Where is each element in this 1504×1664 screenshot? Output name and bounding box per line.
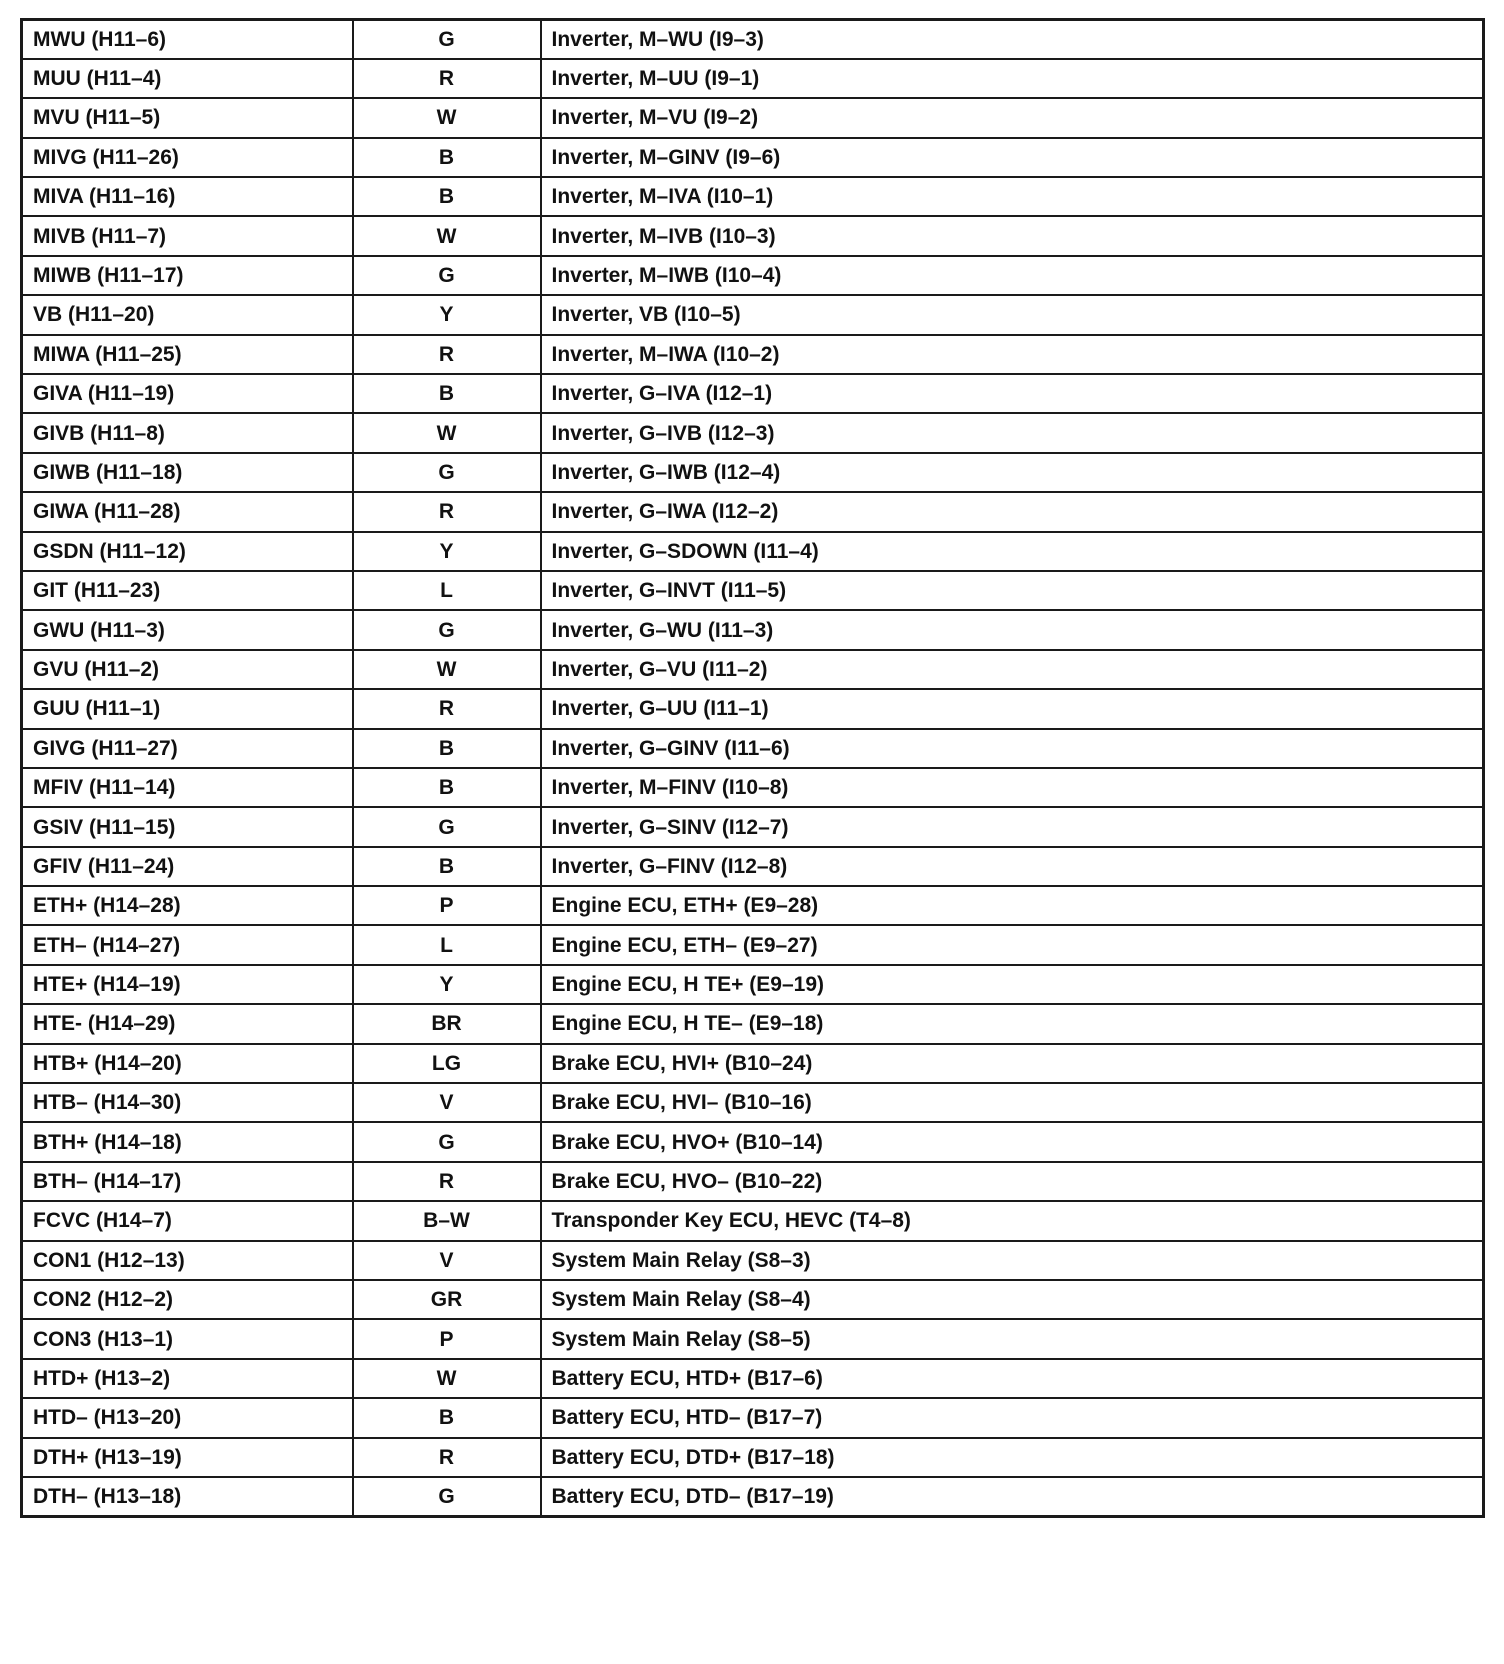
terminal-cell: GIWA (H11–28) bbox=[22, 492, 353, 531]
wire-color-cell: B bbox=[353, 1398, 541, 1437]
table-row bbox=[22, 413, 1484, 452]
connection-cell: Battery ECU, HTD+ (B17–6) bbox=[541, 1359, 1484, 1398]
connection-cell: Battery ECU, HTD– (B17–7) bbox=[541, 1398, 1484, 1437]
table-row bbox=[22, 138, 1484, 177]
wire-color-cell: L bbox=[353, 571, 541, 610]
terminal-cell: MIWB (H11–17) bbox=[22, 256, 353, 295]
terminal-cell: BTH– (H14–17) bbox=[22, 1162, 353, 1201]
wire-color-cell: B bbox=[353, 177, 541, 216]
connection-cell: Inverter, G–IVA (I12–1) bbox=[541, 374, 1484, 413]
connection-cell: System Main Relay (S8–5) bbox=[541, 1319, 1484, 1358]
table-row bbox=[22, 1004, 1484, 1043]
wire-color-cell: Y bbox=[353, 295, 541, 334]
wire-color-cell: Y bbox=[353, 965, 541, 1004]
terminal-cell: HTE+ (H14–19) bbox=[22, 965, 353, 1004]
table-row bbox=[22, 768, 1484, 807]
wire-color-cell: BR bbox=[353, 1004, 541, 1043]
terminal-cell: DTH+ (H13–19) bbox=[22, 1438, 353, 1477]
terminal-cell: BTH+ (H14–18) bbox=[22, 1122, 353, 1161]
wire-color-cell: GR bbox=[353, 1280, 541, 1319]
terminal-cell: GIVG (H11–27) bbox=[22, 729, 353, 768]
terminal-cell: MFIV (H11–14) bbox=[22, 768, 353, 807]
table-row bbox=[22, 1162, 1484, 1201]
table-row bbox=[22, 98, 1484, 137]
wire-color-cell: V bbox=[353, 1241, 541, 1280]
wire-color-cell: W bbox=[353, 650, 541, 689]
table-row bbox=[22, 1201, 1484, 1240]
terminal-cell: CON2 (H12–2) bbox=[22, 1280, 353, 1319]
wire-color-cell: G bbox=[353, 807, 541, 846]
connection-cell: Brake ECU, HVI– (B10–16) bbox=[541, 1083, 1484, 1122]
table-row bbox=[22, 59, 1484, 98]
wire-color-cell: R bbox=[353, 689, 541, 728]
connection-cell: Inverter, M–IWB (I10–4) bbox=[541, 256, 1484, 295]
wire-color-cell: G bbox=[353, 453, 541, 492]
table-row bbox=[22, 453, 1484, 492]
table-row bbox=[22, 847, 1484, 886]
wire-color-cell: W bbox=[353, 216, 541, 255]
connection-cell: Inverter, G–FINV (I12–8) bbox=[541, 847, 1484, 886]
wire-color-cell: R bbox=[353, 1162, 541, 1201]
table-row bbox=[22, 1477, 1484, 1516]
connection-cell: Inverter, VB (I10–5) bbox=[541, 295, 1484, 334]
table-row bbox=[22, 1319, 1484, 1358]
connection-cell: Inverter, M–IVA (I10–1) bbox=[541, 177, 1484, 216]
table-body bbox=[22, 20, 1484, 1517]
table-row bbox=[22, 216, 1484, 255]
wire-color-cell: B–W bbox=[353, 1201, 541, 1240]
terminal-cell: GIVB (H11–8) bbox=[22, 413, 353, 452]
terminal-cell: DTH– (H13–18) bbox=[22, 1477, 353, 1516]
table-row bbox=[22, 886, 1484, 925]
wire-color-cell: G bbox=[353, 610, 541, 649]
wiring-table-sheet bbox=[20, 18, 1482, 1518]
wire-color-cell: V bbox=[353, 1083, 541, 1122]
wire-color-cell: B bbox=[353, 768, 541, 807]
wire-color-cell: W bbox=[353, 413, 541, 452]
table-row bbox=[22, 20, 1484, 59]
connection-cell: Battery ECU, DTD– (B17–19) bbox=[541, 1477, 1484, 1516]
connection-cell: Inverter, G–SINV (I12–7) bbox=[541, 807, 1484, 846]
table-row bbox=[22, 1359, 1484, 1398]
table-row bbox=[22, 1083, 1484, 1122]
connection-cell: Inverter, G–VU (I11–2) bbox=[541, 650, 1484, 689]
terminal-cell: HTE- (H14–29) bbox=[22, 1004, 353, 1043]
wire-color-cell: W bbox=[353, 1359, 541, 1398]
table-row bbox=[22, 689, 1484, 728]
table-row bbox=[22, 532, 1484, 571]
terminal-cell: CON1 (H12–13) bbox=[22, 1241, 353, 1280]
connection-cell: Engine ECU, H TE+ (E9–19) bbox=[541, 965, 1484, 1004]
wire-color-cell: R bbox=[353, 59, 541, 98]
terminal-cell: HTB+ (H14–20) bbox=[22, 1044, 353, 1083]
connection-cell: Inverter, G–INVT (I11–5) bbox=[541, 571, 1484, 610]
table-row bbox=[22, 335, 1484, 374]
wire-color-cell: G bbox=[353, 1477, 541, 1516]
wire-color-cell: G bbox=[353, 1122, 541, 1161]
terminal-cell: VB (H11–20) bbox=[22, 295, 353, 334]
connection-cell: Inverter, M–IWA (I10–2) bbox=[541, 335, 1484, 374]
terminal-cell: MIVA (H11–16) bbox=[22, 177, 353, 216]
terminal-cell: GUU (H11–1) bbox=[22, 689, 353, 728]
table-row bbox=[22, 610, 1484, 649]
terminal-cell: MVU (H11–5) bbox=[22, 98, 353, 137]
wire-color-cell: G bbox=[353, 20, 541, 59]
wire-color-cell: B bbox=[353, 847, 541, 886]
terminal-cell: GSIV (H11–15) bbox=[22, 807, 353, 846]
terminal-cell: HTD+ (H13–2) bbox=[22, 1359, 353, 1398]
terminal-cell: MWU (H11–6) bbox=[22, 20, 353, 59]
wire-color-cell: B bbox=[353, 374, 541, 413]
table-row bbox=[22, 925, 1484, 964]
terminal-cell: HTB– (H14–30) bbox=[22, 1083, 353, 1122]
connection-cell: Inverter, G–WU (I11–3) bbox=[541, 610, 1484, 649]
wire-color-cell: P bbox=[353, 1319, 541, 1358]
connection-cell: Inverter, G–IVB (I12–3) bbox=[541, 413, 1484, 452]
wire-color-cell: Y bbox=[353, 532, 541, 571]
terminal-cell: GIWB (H11–18) bbox=[22, 453, 353, 492]
connection-cell: Engine ECU, ETH+ (E9–28) bbox=[541, 886, 1484, 925]
wire-color-cell: B bbox=[353, 729, 541, 768]
terminal-cell: GSDN (H11–12) bbox=[22, 532, 353, 571]
terminal-cell: MIWA (H11–25) bbox=[22, 335, 353, 374]
wire-color-cell: R bbox=[353, 492, 541, 531]
terminal-cell: GWU (H11–3) bbox=[22, 610, 353, 649]
connection-cell: Inverter, M–IVB (I10–3) bbox=[541, 216, 1484, 255]
terminal-cell: MIVG (H11–26) bbox=[22, 138, 353, 177]
terminal-cell: GIT (H11–23) bbox=[22, 571, 353, 610]
table-row bbox=[22, 1241, 1484, 1280]
table-row bbox=[22, 729, 1484, 768]
table-row bbox=[22, 492, 1484, 531]
table-row bbox=[22, 650, 1484, 689]
connection-cell: Inverter, G–UU (I11–1) bbox=[541, 689, 1484, 728]
connection-cell: Inverter, G–IWB (I12–4) bbox=[541, 453, 1484, 492]
table-row bbox=[22, 1280, 1484, 1319]
wire-color-cell: R bbox=[353, 335, 541, 374]
table-row bbox=[22, 1438, 1484, 1477]
connection-cell: Inverter, M–WU (I9–3) bbox=[541, 20, 1484, 59]
connection-cell: Battery ECU, DTD+ (B17–18) bbox=[541, 1438, 1484, 1477]
terminal-cell: HTD– (H13–20) bbox=[22, 1398, 353, 1437]
connection-cell: Brake ECU, HVI+ (B10–24) bbox=[541, 1044, 1484, 1083]
connection-cell: Brake ECU, HVO+ (B10–14) bbox=[541, 1122, 1484, 1161]
connection-cell: Brake ECU, HVO– (B10–22) bbox=[541, 1162, 1484, 1201]
table-row bbox=[22, 1122, 1484, 1161]
connection-cell: Inverter, G–SDOWN (I11–4) bbox=[541, 532, 1484, 571]
terminal-cell: MUU (H11–4) bbox=[22, 59, 353, 98]
connection-cell: Inverter, M–FINV (I10–8) bbox=[541, 768, 1484, 807]
terminal-cell: GFIV (H11–24) bbox=[22, 847, 353, 886]
connection-cell: Inverter, G–IWA (I12–2) bbox=[541, 492, 1484, 531]
table-row bbox=[22, 1398, 1484, 1437]
wire-color-cell: B bbox=[353, 138, 541, 177]
connection-cell: Inverter, M–VU (I9–2) bbox=[541, 98, 1484, 137]
connection-cell: System Main Relay (S8–4) bbox=[541, 1280, 1484, 1319]
wire-color-cell: LG bbox=[353, 1044, 541, 1083]
connection-cell: System Main Relay (S8–3) bbox=[541, 1241, 1484, 1280]
table-row bbox=[22, 295, 1484, 334]
terminal-cell: GVU (H11–2) bbox=[22, 650, 353, 689]
table-row bbox=[22, 807, 1484, 846]
wire-color-cell: R bbox=[353, 1438, 541, 1477]
connection-cell: Transponder Key ECU, HEVC (T4–8) bbox=[541, 1201, 1484, 1240]
terminal-cell: ETH+ (H14–28) bbox=[22, 886, 353, 925]
table-row bbox=[22, 374, 1484, 413]
terminal-cell: CON3 (H13–1) bbox=[22, 1319, 353, 1358]
wire-color-cell: P bbox=[353, 886, 541, 925]
connection-cell: Inverter, M–GINV (I9–6) bbox=[541, 138, 1484, 177]
table-row bbox=[22, 965, 1484, 1004]
wire-color-cell: W bbox=[353, 98, 541, 137]
table-row bbox=[22, 256, 1484, 295]
connection-cell: Engine ECU, ETH– (E9–27) bbox=[541, 925, 1484, 964]
wire-color-cell: G bbox=[353, 256, 541, 295]
terminal-wiring-table bbox=[20, 18, 1485, 1518]
table-row bbox=[22, 177, 1484, 216]
wire-color-cell: L bbox=[353, 925, 541, 964]
connection-cell: Inverter, G–GINV (I11–6) bbox=[541, 729, 1484, 768]
terminal-cell: ETH– (H14–27) bbox=[22, 925, 353, 964]
terminal-cell: GIVA (H11–19) bbox=[22, 374, 353, 413]
connection-cell: Inverter, M–UU (I9–1) bbox=[541, 59, 1484, 98]
table-row bbox=[22, 1044, 1484, 1083]
terminal-cell: FCVC (H14–7) bbox=[22, 1201, 353, 1240]
terminal-cell: MIVB (H11–7) bbox=[22, 216, 353, 255]
connection-cell: Engine ECU, H TE– (E9–18) bbox=[541, 1004, 1484, 1043]
table-row bbox=[22, 571, 1484, 610]
